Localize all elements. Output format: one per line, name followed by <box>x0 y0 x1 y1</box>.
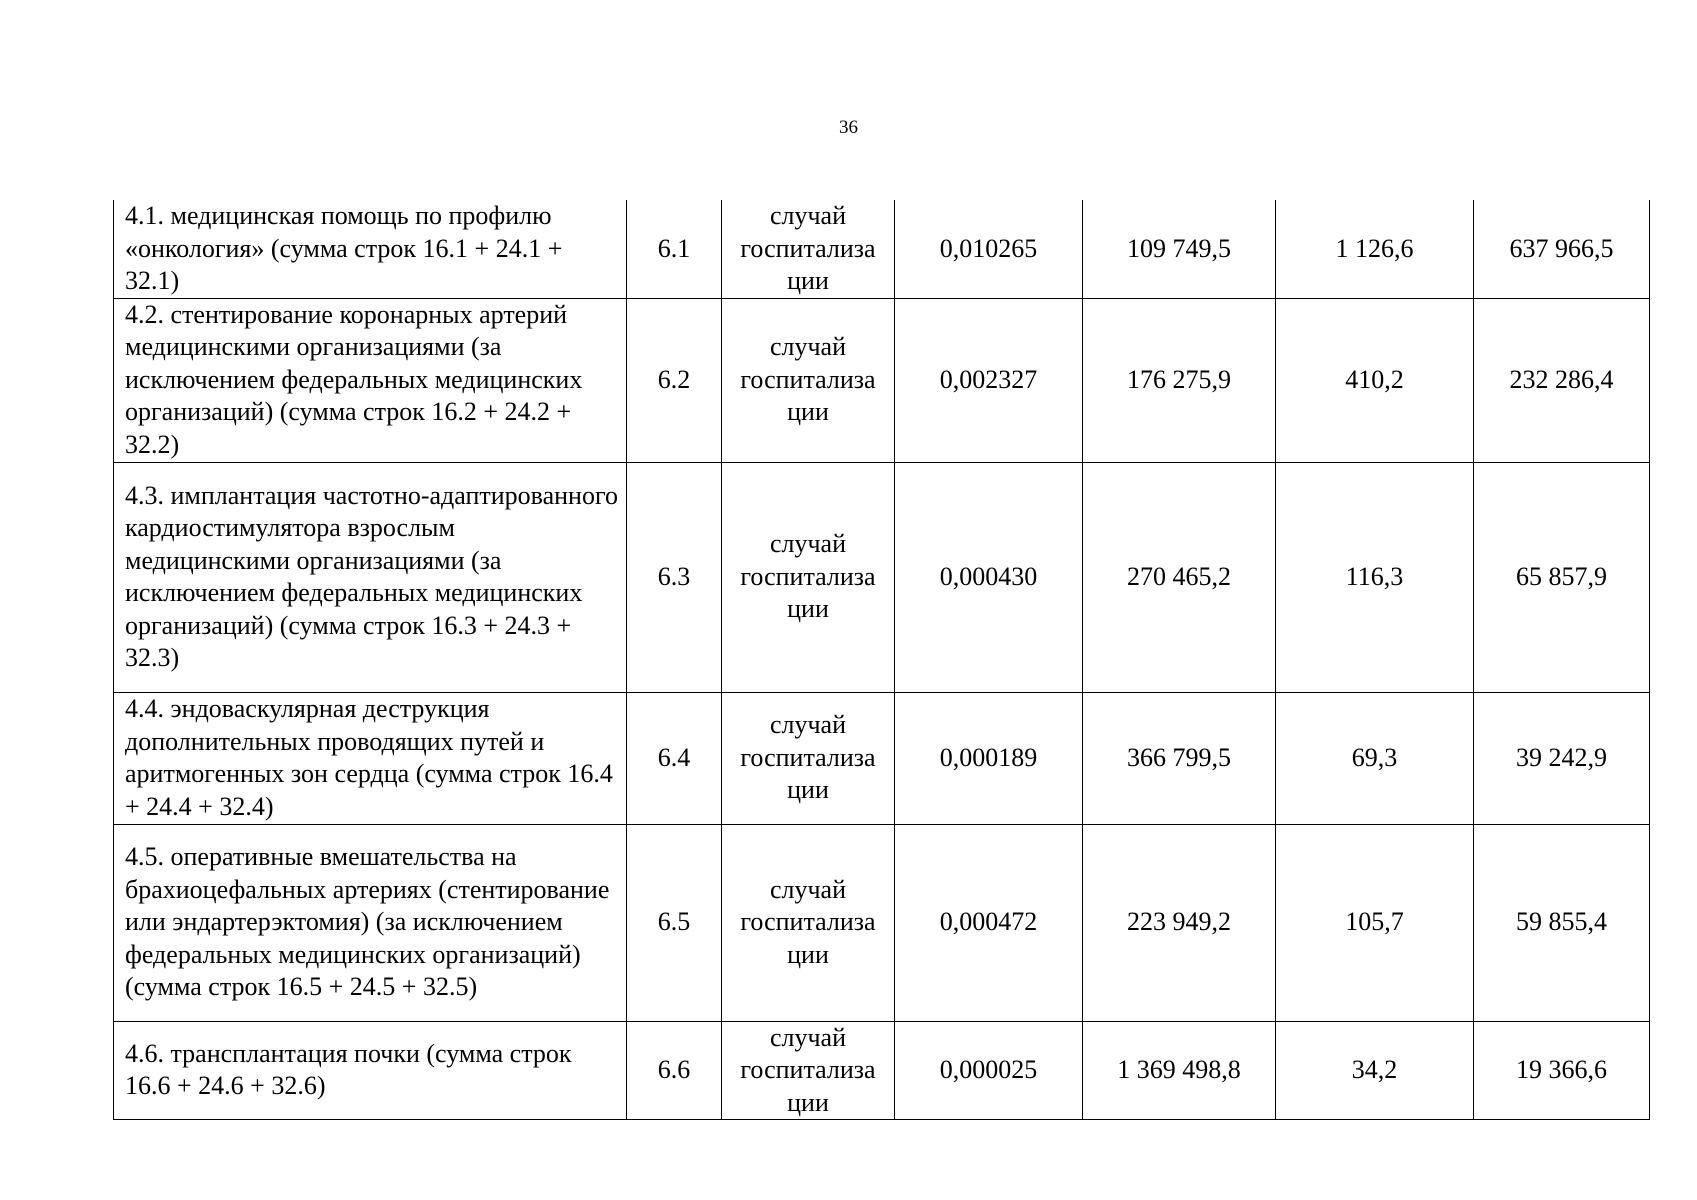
unit-cell <box>722 200 895 298</box>
cost-cell: 176 275,9 <box>1083 298 1276 462</box>
row-number: 6.6 <box>627 1021 722 1120</box>
total-cell: 59 855,4 <box>1474 824 1650 1021</box>
per-capita-cell: 1 126,6 <box>1276 200 1474 298</box>
cost-cell: 270 465,2 <box>1083 462 1276 692</box>
row-number: 6.3 <box>627 462 722 692</box>
volume-cell: 0,000472 <box>895 824 1083 1021</box>
unit-text: случай госпитализа ции <box>740 332 876 427</box>
table-row <box>114 1021 1650 1120</box>
row-name: 4.3. имплантация частотно-адаптированного кардиостимулятора взрослым медицинскими организациями (за исключением федеральных медицинских организаций) (сумма строк 16.3 + 24.3 + 32.3) <box>114 462 627 692</box>
volume-cell: 0,000025 <box>895 1021 1083 1120</box>
total-cell: 19 366,6 <box>1474 1021 1650 1120</box>
per-capita-cell: 105,7 <box>1276 824 1474 1021</box>
cost-cell: 223 949,2 <box>1083 824 1276 1021</box>
unit-text: случай госпитализа ции <box>740 201 876 295</box>
unit-cell <box>722 462 895 692</box>
row-name: 4.1. медицинская помощь по профилю «онкология» (сумма строк 16.1 + 24.1 + 32.1) <box>114 200 627 298</box>
total-cell: 65 857,9 <box>1474 462 1650 692</box>
per-capita-cell: 34,2 <box>1276 1021 1474 1120</box>
data-table <box>113 200 1650 1120</box>
row-name: 4.5. оперативные вмешательства на брахиоцефальных артериях (стентирование или эндартерэктомия) (за исключением федеральных медицинских организаций) (сумма строк 16.5 + 24.5 + 32.5) <box>114 824 627 1021</box>
per-capita-cell: 69,3 <box>1276 692 1474 824</box>
per-capita-cell: 116,3 <box>1276 462 1474 692</box>
page-number: 36 <box>839 117 858 138</box>
volume-cell: 0,002327 <box>895 298 1083 462</box>
cost-cell: 1 369 498,8 <box>1083 1021 1276 1120</box>
volume-cell: 0,000189 <box>895 692 1083 824</box>
table-row <box>114 462 1650 692</box>
unit-cell <box>722 1021 895 1120</box>
unit-cell <box>722 692 895 824</box>
volume-cell: 0,010265 <box>895 200 1083 298</box>
table-row <box>114 824 1650 1021</box>
volume-cell: 0,000430 <box>895 462 1083 692</box>
cost-cell: 109 749,5 <box>1083 200 1276 298</box>
total-cell: 232 286,4 <box>1474 298 1650 462</box>
unit-cell <box>722 824 895 1021</box>
total-cell: 637 966,5 <box>1474 200 1650 298</box>
table-row <box>114 692 1650 824</box>
unit-text: случай госпитализа ции <box>740 529 876 624</box>
unit-text: случай госпитализа ции <box>740 1022 876 1117</box>
row-name: 4.6. трансплантация почки (сумма строк 16.6 + 24.6 + 32.6) <box>114 1021 627 1120</box>
unit-cell <box>722 298 895 462</box>
row-number: 6.2 <box>627 298 722 462</box>
total-cell: 39 242,9 <box>1474 692 1650 824</box>
row-name: 4.4. эндоваскулярная деструкция дополнительных проводящих путей и аритмогенных зон сердца (сумма строк 16.4 + 24.4 + 32.4) <box>114 692 627 824</box>
per-capita-cell: 410,2 <box>1276 298 1474 462</box>
table-row <box>114 298 1650 462</box>
unit-text: случай госпитализа ции <box>740 710 876 805</box>
table-row <box>114 200 1650 298</box>
cost-cell: 366 799,5 <box>1083 692 1276 824</box>
row-name: 4.2. стентирование коронарных артерий медицинскими организациями (за исключением федеральных медицинских организаций) (сумма строк 16.2 + 24.2 + 32.2) <box>114 298 627 462</box>
row-number: 6.5 <box>627 824 722 1021</box>
row-number: 6.1 <box>627 200 722 298</box>
row-number: 6.4 <box>627 692 722 824</box>
unit-text: случай госпитализа ции <box>740 874 876 969</box>
